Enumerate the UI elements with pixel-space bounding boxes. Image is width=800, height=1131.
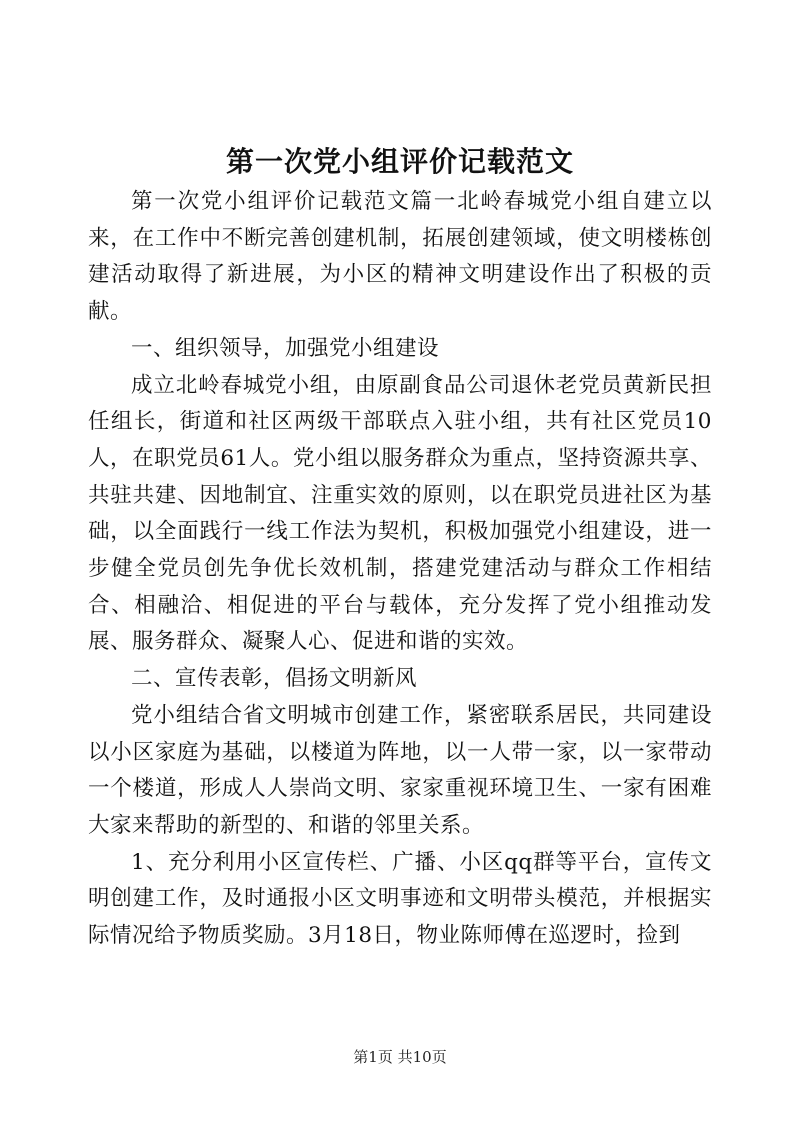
paragraph-publicity: 党小组结合省文明城市创建工作，紧密联系居民，共同建设以小区家庭为基础，以楼道为阵地，以一人带一家，以一家带动一个楼道，形成人人崇尚文明、家家重视环境卫生、一家有困难大家来帮助的新型的、和谐的邻里关系。 [88,702,712,838]
document-title: 第一次党小组评价记载范文 [225,145,574,178]
section-heading-1: 一、组织领导，加强党小组建设 [131,335,440,361]
document-body [88,184,712,955]
paragraph-intro: 第一次党小组评价记载范文篇一北岭春城党小组自建立以来，在工作中不断完善创建机制，拓展创建领域，使文明楼栋创建活动取得了新进展，为小区的精神文明建设作出了积极的贡献。 [88,189,712,325]
page-number-footer: 第1页 共10页 [353,1048,447,1066]
paragraph-item-1: 1、充分利用小区宣传栏、广播、小区qq群等平台，宣传文明创建工作，及时通报小区文明事迹和文明带头模范，并根据实际情况给予物质奖励。3月18日，物业陈师傅在巡逻时，捡到 [88,849,712,949]
section-heading-2: 二、宣传表彰，倡扬文明新风 [131,666,418,692]
paragraph-organization: 成立北岭春城党小组，由原副食品公司退休老党员黄新民担任组长，街道和社区两级干部联点入驻小组，共有社区党员10人，在职党员61人。党小组以服务群众为重点，坚持资源共享、共驻共建、因地制宜、注重实效的原则，以在职党员进社区为基础，以全面践行一线工作法为契机，积极加强党小组建设，进一步健全党员创先争优长效机制，搭建党建活动与群众工作相结合、相融洽、相促进的平台与载体，充分发挥了党小组推动发展、服务群众、凝聚人心、促进和谐的实效。 [88,372,712,655]
